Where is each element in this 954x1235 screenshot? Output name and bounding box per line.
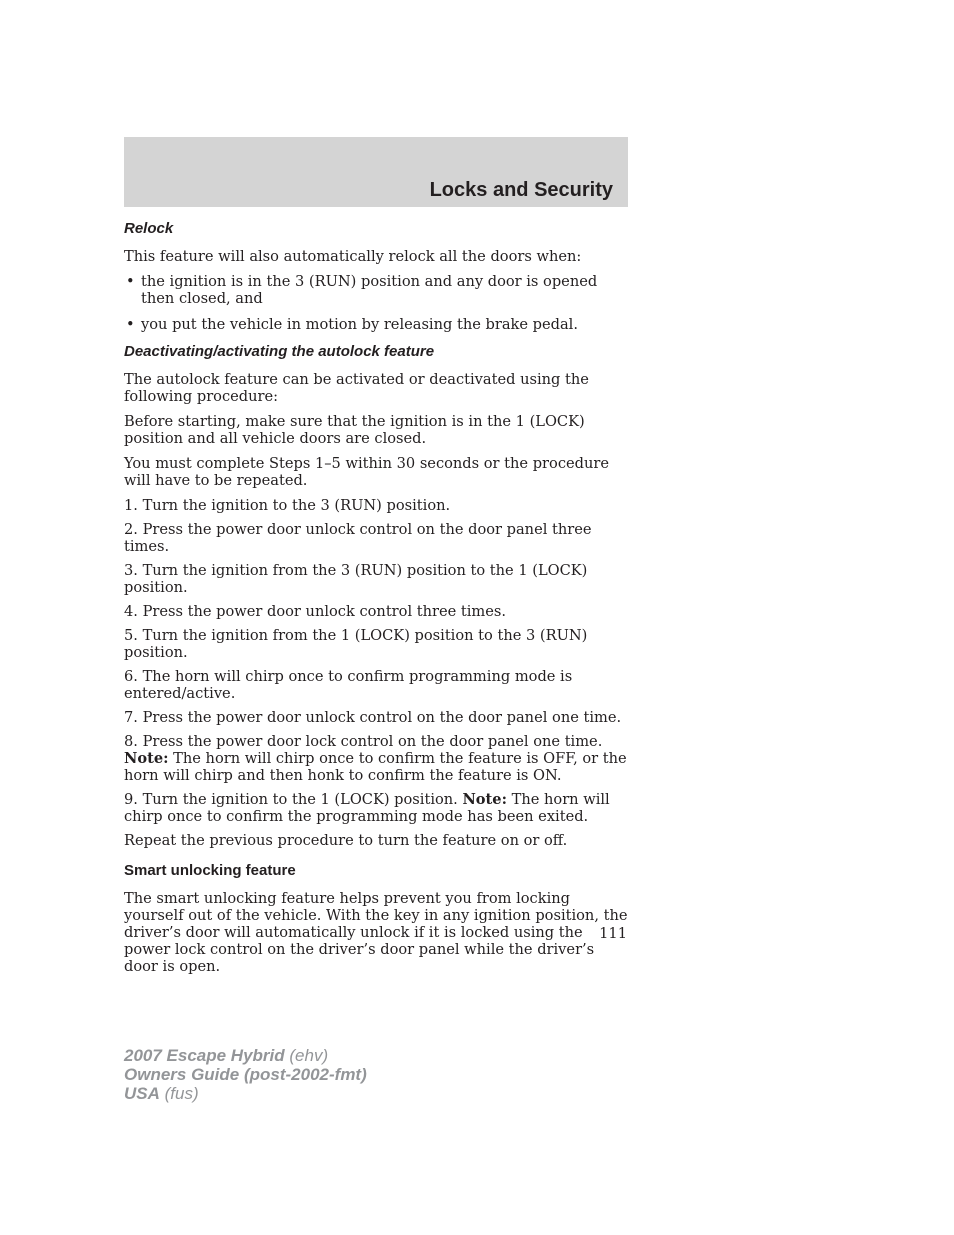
autolock-steps-list xyxy=(124,497,628,825)
step-9-note-label: Note: xyxy=(462,791,507,808)
step-item: 6. The horn will chirp once to confirm programming mode is entered/active. xyxy=(124,668,573,702)
step-9-text: 9. Turn the ignition to the 1 (LOCK) position. xyxy=(124,791,463,808)
footer-model-code: (ehv) xyxy=(284,1046,329,1065)
relock-bullet-item: • the ignition is in the 3 (RUN) position and any door is opened then closed, and xyxy=(124,273,628,307)
step-8-note-text: The horn will chirp once to confirm the feature is OFF, or the horn will chirp and then honk to confirm the feature is ON. xyxy=(124,750,627,784)
autolock-paragraph: The autolock feature can be activated or deactivated using the following procedure: xyxy=(124,371,589,405)
step-9-note-text: The horn will chirp once to confirm the programming mode has been exited. xyxy=(124,791,610,825)
footer-line-1 xyxy=(124,1046,367,1065)
relock-bullet-item: • you put the vehicle in motion by releasing the brake pedal. xyxy=(124,316,628,333)
step-item: 2. Press the power door unlock control on the door panel three times. xyxy=(124,521,592,555)
step-item: 4. Press the power door unlock control three times. xyxy=(124,603,507,620)
footer-market-code: (fus) xyxy=(159,1084,199,1103)
autolock-heading: Deactivating/activating the autolock feature xyxy=(124,343,435,360)
footer-line-2 xyxy=(124,1065,367,1084)
autolock-paragraph: Before starting, make sure that the ignition is in the 1 (LOCK) position and all vehicle doors are closed. xyxy=(124,413,585,447)
relock-bullet-list xyxy=(124,273,628,333)
document-footer xyxy=(124,1046,367,1103)
step-8-note-label: Note: xyxy=(124,750,169,767)
autolock-closing: Repeat the previous procedure to turn the feature on or off. xyxy=(124,832,568,849)
autolock-paragraph: You must complete Steps 1–5 within 30 seconds or the procedure will have to be repeated. xyxy=(124,455,609,489)
section-header-band xyxy=(124,137,628,207)
relock-intro: This feature will also automatically relock all the doors when: xyxy=(124,248,582,265)
relock-heading: Relock xyxy=(124,220,174,237)
smart-unlock-body: The smart unlocking feature helps prevent you from locking yourself out of the vehicle. With the key in any ignition position, the driver’s door will automatically unlock if it is locked using the power lock control on the driver’s door panel while the driver’s door is open. xyxy=(124,890,628,975)
step-item: 7. Press the power door unlock control on the door panel one time. xyxy=(124,709,622,726)
footer-guide: Owners Guide (post-2002-fmt) xyxy=(124,1065,367,1084)
section-title: Locks and Security xyxy=(429,179,613,201)
footer-line-3 xyxy=(124,1084,367,1103)
page-number: 111 xyxy=(599,925,627,942)
footer-model: 2007 Escape Hybrid xyxy=(124,1046,285,1065)
step-item: 3. Turn the ignition from the 3 (RUN) position to the 1 (LOCK) position. xyxy=(124,562,588,596)
step-item: 1. Turn the ignition to the 3 (RUN) position. xyxy=(124,497,451,514)
page-content xyxy=(124,219,628,983)
step-8-text: 8. Press the power door lock control on the door panel one time. xyxy=(124,733,603,750)
smart-unlock-heading: Smart unlocking feature xyxy=(124,862,296,879)
footer-market: USA xyxy=(124,1084,160,1103)
step-item-8 xyxy=(124,733,628,784)
step-item: 5. Turn the ignition from the 1 (LOCK) position to the 3 (RUN) position. xyxy=(124,627,588,661)
step-item-9 xyxy=(124,791,628,825)
